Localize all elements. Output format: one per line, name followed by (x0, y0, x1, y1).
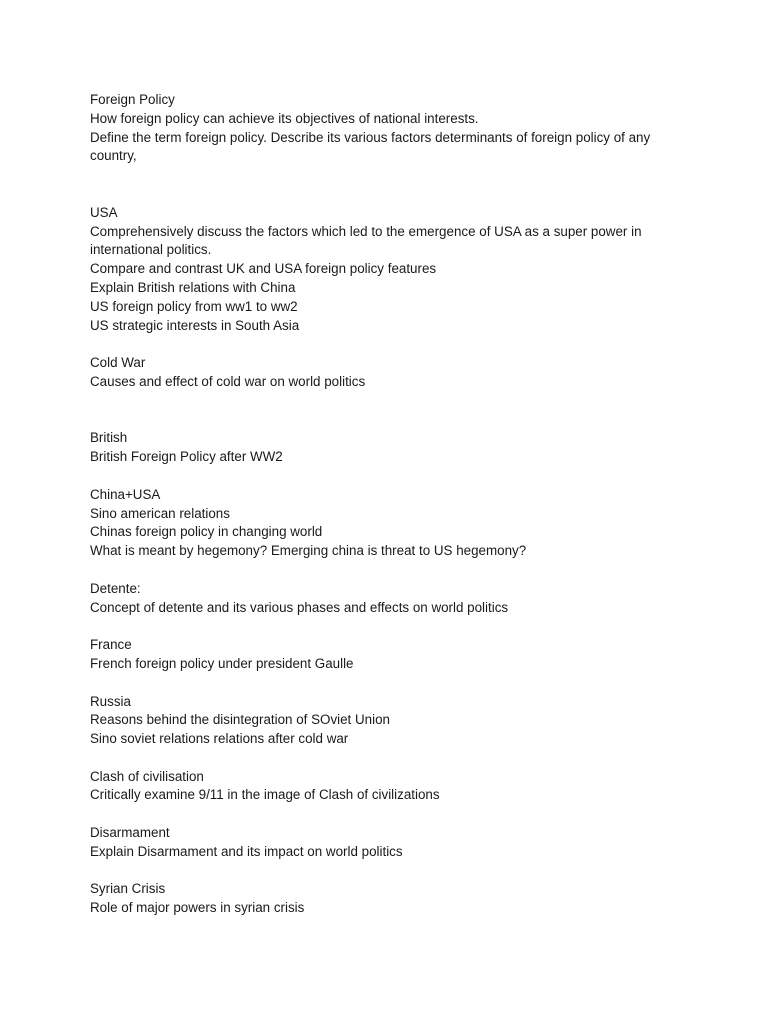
section-line: Sino soviet relations relations after cold war (90, 731, 349, 747)
section-line: Sino american relations (90, 505, 230, 521)
section-line: Critically examine 9/11 in the image of Clash of civilizations (90, 787, 440, 803)
section-line: British Foreign Policy after WW2 (90, 449, 283, 465)
section-line: Concept of detente and its various phases and effects on world politics (90, 599, 509, 615)
section-heading: Russia (90, 693, 131, 709)
section-line: Reasons behind the disintegration of SOviet Union (90, 712, 390, 728)
section-clash-of-civilisation (90, 768, 688, 806)
section-line: Causes and effect of cold war on world politics (90, 373, 366, 389)
section-heading: Detente: (90, 580, 141, 596)
section-heading: France (90, 637, 132, 653)
section-heading: Syrian Crisis (90, 881, 166, 897)
section-heading: Cold War (90, 355, 146, 371)
section-heading: Clash of civilisation (90, 768, 204, 784)
section-line: Compare and contrast UK and USA foreign policy features (90, 261, 437, 277)
section-disarmament (90, 824, 688, 862)
section-heading: China+USA (90, 486, 161, 502)
section-line: Define the term foreign policy. Describe its various factors determinants of foreign policy of any country, (90, 129, 651, 164)
section-foreign-policy (90, 91, 688, 166)
section-heading: British (90, 430, 128, 446)
section-british (90, 429, 688, 467)
section-syrian-crisis (90, 880, 688, 918)
section-line: Explain Disarmament and its impact on world politics (90, 843, 403, 859)
section-china-usa (90, 486, 688, 561)
section-russia (90, 693, 688, 749)
section-detente (90, 580, 688, 618)
section-line: US strategic interests in South Asia (90, 317, 300, 333)
section-line: Role of major powers in syrian crisis (90, 900, 305, 916)
section-line: Explain British relations with China (90, 279, 296, 295)
section-france (90, 636, 688, 674)
section-line: How foreign policy can achieve its objectives of national interests. (90, 110, 479, 126)
section-heading: Disarmament (90, 825, 170, 841)
section-heading: Foreign Policy (90, 92, 175, 107)
section-line: Chinas foreign policy in changing world (90, 524, 323, 540)
section-cold-war (90, 354, 688, 392)
section-heading: USA (90, 204, 118, 220)
section-line: What is meant by hegemony? Emerging china is threat to US hegemony? (90, 543, 527, 559)
section-line: Comprehensively discuss the factors which led to the emergence of USA as a super power in international politics. (90, 223, 642, 258)
section-usa (90, 204, 688, 336)
section-line: French foreign policy under president Gaulle (90, 655, 354, 671)
section-line: US foreign policy from ww1 to ww2 (90, 298, 298, 314)
